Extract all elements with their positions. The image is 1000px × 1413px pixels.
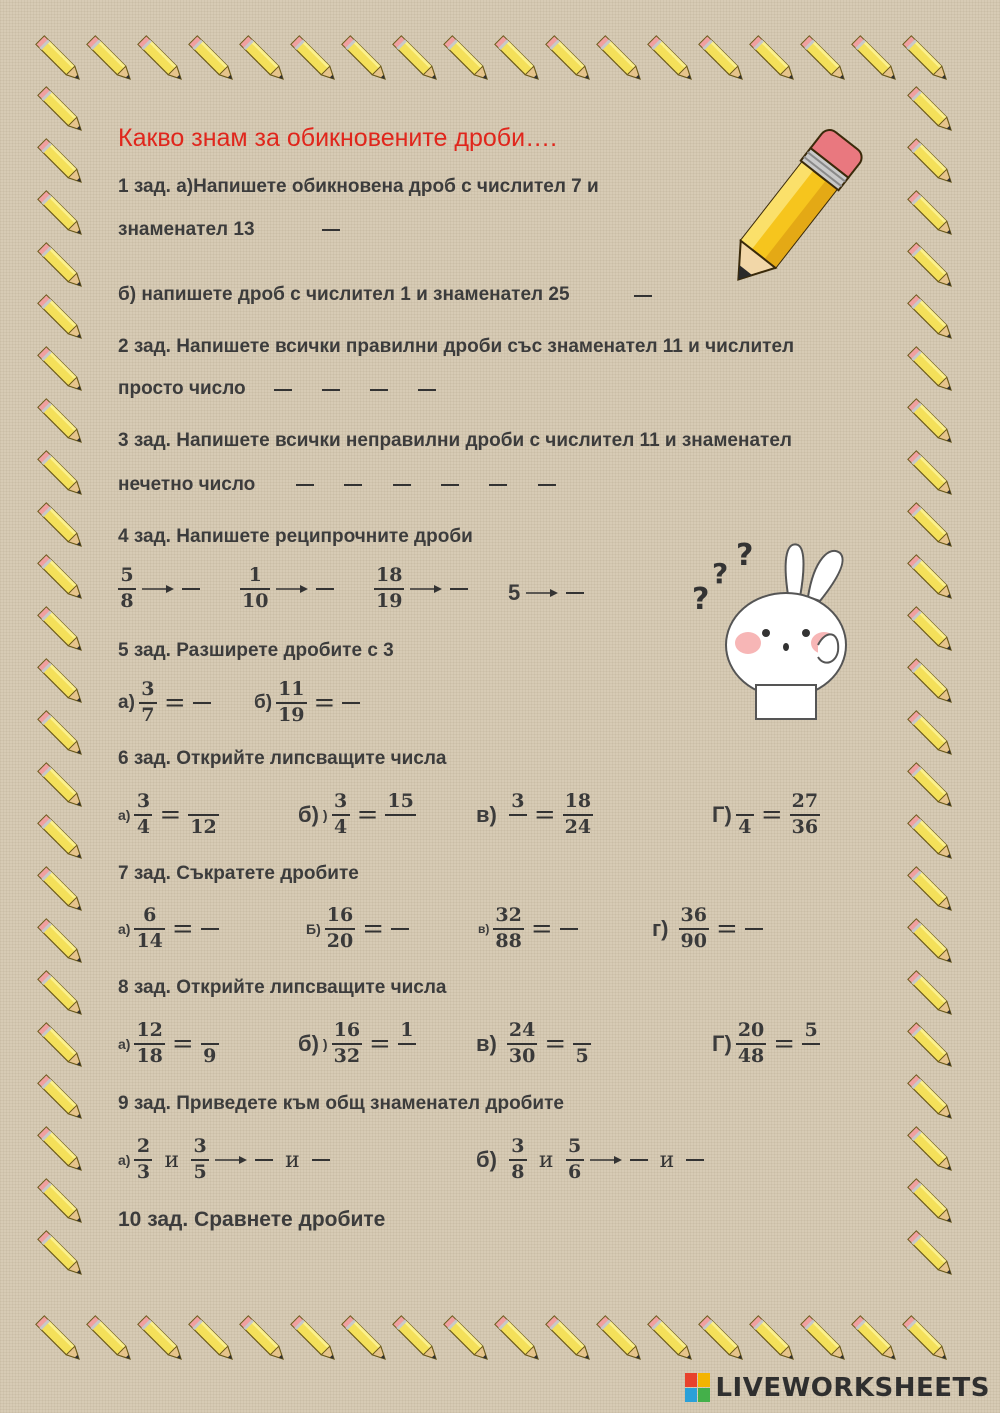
fraction	[573, 1021, 591, 1067]
fraction	[493, 906, 523, 952]
denominator: 4	[738, 816, 752, 838]
fraction	[374, 566, 404, 612]
fraction	[118, 566, 136, 612]
svg-text:?: ?	[692, 582, 710, 617]
task5-answer-blank[interactable]	[342, 702, 360, 704]
task3-answer-blank[interactable]	[441, 484, 459, 486]
numerator: 12	[136, 1019, 163, 1041]
task1-line-a2: знаменател 13	[118, 219, 255, 240]
numerator: 16	[326, 904, 354, 926]
denominator: 48	[737, 1045, 765, 1067]
denominator: 3	[136, 1161, 151, 1183]
fraction	[191, 1137, 209, 1183]
paren: )	[322, 1036, 328, 1052]
task5-b	[254, 680, 360, 726]
numerator: 1	[248, 564, 262, 586]
fraction	[509, 1137, 527, 1183]
numerator: 3	[136, 790, 151, 812]
conjunction: и	[659, 1147, 675, 1173]
task3-answer-blank[interactable]	[393, 484, 411, 486]
denominator-blank[interactable]	[809, 1047, 813, 1067]
equals-sign: =	[171, 914, 194, 944]
fraction	[736, 792, 754, 838]
task3-line1: 3 зад. Напишете всички неправилни дроби с числител 11 и знаменател	[118, 430, 792, 451]
item-label: б)	[298, 1031, 319, 1056]
task1-line-b: б) напишете дроб с числител 1 и знаменател 25	[118, 284, 570, 305]
task7-d	[652, 906, 763, 952]
denominator: 88	[495, 930, 522, 952]
item-label: б)	[298, 802, 319, 827]
numerator: 5	[567, 1135, 582, 1157]
fraction	[240, 566, 270, 612]
conjunction: и	[164, 1147, 180, 1173]
task7-answer-blank[interactable]	[391, 928, 409, 930]
fraction	[398, 1021, 416, 1067]
denominator: 20	[326, 930, 354, 952]
denominator: 24	[564, 816, 592, 838]
denominator: 4	[136, 816, 151, 838]
equals-sign: =	[356, 800, 379, 830]
item-label: а)	[118, 692, 135, 713]
equals-sign: =	[369, 1029, 391, 1059]
numerator: 27	[791, 790, 819, 812]
equals-sign: =	[544, 1029, 567, 1059]
task7-b	[306, 906, 409, 952]
task3-line2: нечетно число	[118, 474, 256, 495]
fraction	[563, 792, 593, 838]
numerator: 18	[564, 790, 592, 812]
liveworksheets-logo-text: LIVEWORKSHEETS	[715, 1373, 990, 1403]
item-label: а)	[118, 1036, 131, 1052]
task5-answer-blank[interactable]	[193, 702, 211, 704]
denominator-blank[interactable]	[399, 818, 403, 838]
fraction	[736, 1021, 766, 1067]
equals-sign: =	[313, 688, 336, 718]
task4-answer-blank[interactable]	[316, 588, 334, 590]
numerator: 3	[511, 1135, 525, 1157]
task6-a	[118, 792, 219, 838]
equals-sign: =	[530, 914, 553, 944]
item-label: Б)	[306, 921, 321, 937]
task10-heading: 10 зад. Сравнете дробите	[118, 1208, 386, 1231]
fraction	[201, 1021, 219, 1067]
arrow-right-icon	[588, 1152, 626, 1168]
numerator: 24	[508, 1019, 536, 1041]
denominator: 19	[376, 590, 403, 612]
fraction	[802, 1021, 820, 1067]
item-label: Г)	[712, 802, 732, 827]
denominator: 4	[333, 816, 348, 838]
denominator: 5	[193, 1161, 207, 1183]
paren: )	[322, 807, 328, 823]
arrow-right-icon	[213, 1152, 251, 1168]
numerator: 32	[495, 904, 522, 926]
denominator: 19	[278, 704, 305, 726]
fraction	[134, 792, 152, 838]
denominator-blank[interactable]	[516, 818, 520, 838]
item-label: а)	[118, 921, 131, 937]
task3-answer-blank[interactable]	[344, 484, 362, 486]
denominator: 30	[508, 1045, 536, 1067]
fraction	[509, 792, 527, 838]
task9-a	[118, 1137, 330, 1183]
item-label: б)	[254, 692, 273, 713]
task7-answer-blank[interactable]	[560, 928, 578, 930]
task7-c	[478, 906, 578, 952]
item-label: б)	[476, 1147, 497, 1172]
task9-answer-blank[interactable]	[312, 1159, 330, 1161]
arrow-right-icon	[274, 581, 312, 597]
task9-b	[476, 1137, 704, 1183]
denominator: 6	[567, 1161, 582, 1183]
task7-answer-blank[interactable]	[201, 928, 219, 930]
equals-sign: =	[715, 914, 738, 944]
numerator: 16	[333, 1019, 361, 1041]
task2-answer-blank[interactable]	[418, 389, 436, 391]
task9-answer-blank[interactable]	[630, 1159, 648, 1161]
fraction	[679, 906, 709, 952]
equals-sign: =	[171, 1029, 194, 1059]
fraction	[790, 792, 820, 838]
task4-item-2	[240, 566, 334, 612]
task4-answer-blank[interactable]	[182, 588, 200, 590]
numerator: 3	[333, 790, 348, 812]
task9-answer-blank[interactable]	[255, 1159, 273, 1161]
numerator: 20	[737, 1019, 765, 1041]
numerator: 5	[804, 1019, 818, 1041]
task6-heading: 6 зад. Открийте липсващите числа	[118, 748, 447, 769]
equals-sign: =	[773, 1029, 796, 1059]
task2-answer-blank[interactable]	[274, 389, 292, 391]
numerator-blank[interactable]	[201, 792, 205, 812]
bunny-illustration	[690, 535, 870, 720]
item-label: а)	[118, 1152, 131, 1168]
task7-heading: 7 зад. Съкратете дробите	[118, 863, 359, 884]
task1-line-a1: 1 зад. а)Напишете обикновена дроб с числител 7 и	[118, 176, 599, 197]
task5-a	[118, 680, 211, 726]
task4-item-1	[118, 566, 200, 612]
conjunction: и	[285, 1147, 300, 1173]
equals-sign: =	[760, 800, 783, 830]
svg-text:?: ?	[712, 557, 729, 590]
denominator: 5	[575, 1045, 589, 1067]
task8-d	[712, 1021, 820, 1067]
svg-text:?: ?	[736, 538, 754, 573]
fraction	[139, 680, 157, 726]
task7-a	[118, 906, 219, 952]
numerator-blank[interactable]	[743, 792, 747, 812]
fraction	[332, 792, 350, 838]
arrow-right-icon	[408, 581, 446, 597]
task9-answer-blank[interactable]	[686, 1159, 704, 1161]
task6-b	[298, 792, 416, 838]
fraction	[134, 906, 164, 952]
denominator: 90	[680, 930, 707, 952]
denominator: 8	[120, 590, 134, 612]
item-label: в)	[476, 802, 497, 827]
item-label: в)	[476, 1031, 497, 1056]
numerator: 3	[511, 790, 525, 812]
task2-line1: 2 зад. Напишете всички правилни дроби със знаменател 11 и числител	[118, 336, 795, 357]
denominator: 36	[791, 816, 819, 838]
task1-b-answer-blank[interactable]	[634, 295, 652, 297]
denominator: 9	[203, 1045, 217, 1067]
fraction	[134, 1021, 164, 1067]
equals-sign: =	[159, 800, 182, 830]
numerator: 3	[193, 1135, 207, 1157]
task2-line2: просто число	[118, 378, 246, 399]
numerator: 2	[136, 1135, 151, 1157]
numerator: 11	[278, 678, 305, 700]
task8-c	[476, 1021, 591, 1067]
task8-heading: 8 зад. Открийте липсващите числа	[118, 977, 447, 998]
item-label: г)	[652, 916, 669, 941]
denominator: 32	[333, 1045, 361, 1067]
task4-answer-blank[interactable]	[566, 592, 584, 594]
task3-answer-blank[interactable]	[489, 484, 507, 486]
numerator: 6	[143, 904, 157, 926]
task5-heading: 5 зад. Разширете дробите с 3	[118, 640, 394, 661]
liveworksheets-badge-icon	[685, 1373, 711, 1403]
numerator: 3	[141, 678, 155, 700]
denominator: 12	[190, 816, 217, 838]
numerator: 36	[680, 904, 707, 926]
denominator-blank[interactable]	[405, 1047, 409, 1067]
fraction	[134, 1137, 152, 1183]
worksheet-title: Какво знам за обикновените дроби….	[118, 124, 558, 152]
equals-sign: =	[163, 688, 186, 718]
numerator: 15	[387, 790, 414, 812]
whole-number: 5	[508, 580, 521, 605]
task4-item-3	[374, 566, 468, 612]
equals-sign: =	[533, 800, 556, 830]
task3-answer-blank[interactable]	[538, 484, 556, 486]
item-label: в)	[478, 922, 490, 936]
fraction	[507, 1021, 537, 1067]
task4-item-4	[508, 580, 584, 606]
task8-a	[118, 1021, 219, 1067]
task6-c	[476, 792, 593, 838]
arrow-right-icon	[524, 585, 562, 601]
denominator: 14	[136, 930, 163, 952]
fraction	[276, 680, 306, 726]
numerator: 1	[400, 1019, 414, 1041]
numerator: 18	[376, 564, 403, 586]
task1-a-answer-blank[interactable]	[322, 229, 340, 231]
pencil-illustration	[700, 112, 890, 302]
fraction	[566, 1137, 584, 1183]
arrow-right-icon	[140, 581, 178, 597]
task4-answer-blank[interactable]	[450, 588, 468, 590]
denominator: 18	[136, 1045, 163, 1067]
task7-answer-blank[interactable]	[745, 928, 763, 930]
denominator: 10	[242, 590, 269, 612]
numerator-blank[interactable]	[580, 1021, 584, 1041]
denominator: 8	[511, 1161, 525, 1183]
fraction	[332, 1021, 362, 1067]
conjunction: и	[538, 1147, 554, 1173]
denominator: 7	[141, 704, 155, 726]
task4-heading: 4 зад. Напишете реципрочните дроби	[118, 526, 473, 547]
task6-d	[712, 792, 820, 838]
task2-answer-blank[interactable]	[370, 389, 388, 391]
task8-b	[298, 1021, 416, 1067]
liveworksheets-logo[interactable]	[685, 1373, 990, 1403]
fraction	[385, 792, 415, 838]
numerator: 5	[120, 564, 134, 586]
task9-heading: 9 зад. Приведете към общ знаменател дробите	[118, 1093, 564, 1114]
item-label: а)	[118, 807, 131, 823]
task3-answer-blank[interactable]	[296, 484, 314, 486]
equals-sign: =	[362, 914, 384, 944]
fraction	[325, 906, 355, 952]
item-label: Г)	[712, 1031, 732, 1056]
task2-answer-blank[interactable]	[322, 389, 340, 391]
numerator-blank[interactable]	[208, 1021, 212, 1041]
fraction	[188, 792, 218, 838]
